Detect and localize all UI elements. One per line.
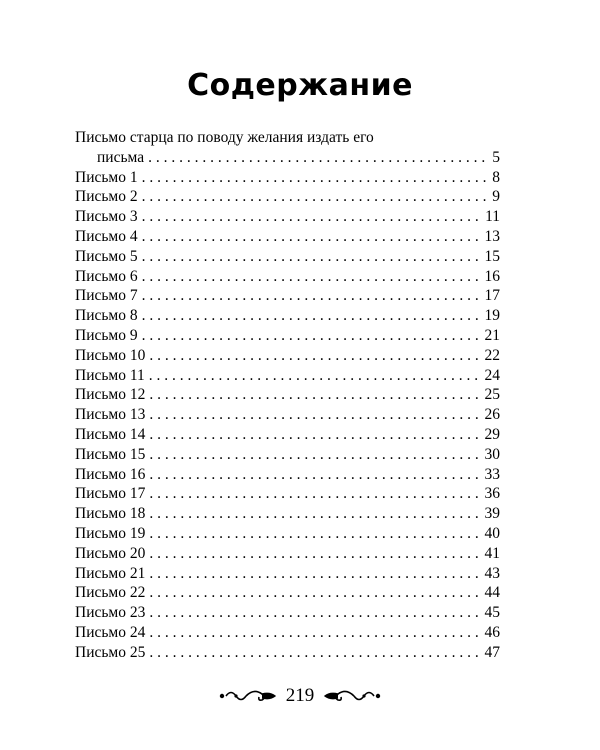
toc-entry[interactable] (75, 187, 500, 207)
toc-entry-label: Письмо 17 (75, 485, 146, 503)
dot-leader (142, 227, 482, 247)
dot-leader (149, 366, 482, 386)
dot-leader (142, 168, 490, 188)
dot-leader (142, 326, 482, 346)
toc-entry-page: 46 (484, 623, 500, 641)
toc-entry-page: 8 (492, 168, 500, 186)
toc-entry-page: 21 (484, 326, 500, 344)
page-footer (0, 685, 600, 707)
dot-leader (142, 207, 482, 227)
toc-entry-label: Письмо 19 (75, 524, 146, 542)
toc-entry-label: Письмо старца по поводу желания издать его (75, 129, 374, 146)
toc-entry-page: 29 (484, 425, 500, 443)
toc-entry-page: 16 (484, 267, 500, 285)
toc-entry-label: Письмо 12 (75, 386, 146, 404)
dot-leader (142, 187, 490, 207)
toc-entry[interactable] (75, 465, 500, 485)
toc-entry-page: 26 (484, 406, 500, 424)
toc-entry-label: Письмо 13 (75, 406, 146, 424)
toc-entry-page: 19 (484, 307, 500, 325)
dot-leader (149, 425, 481, 445)
toc-entry-label: Письмо 22 (75, 584, 146, 602)
toc-entry[interactable] (75, 346, 500, 366)
toc-entry-label: Письмо 8 (75, 307, 138, 325)
toc-entry[interactable] (75, 623, 500, 643)
toc-entry-label: Письмо 15 (75, 445, 146, 463)
toc-entry-page: 41 (484, 544, 500, 562)
toc-entry-page: 17 (484, 287, 500, 305)
dot-leader (149, 346, 481, 366)
toc-entry-label: Письмо 4 (75, 227, 138, 245)
toc-entry-page: 45 (484, 604, 500, 622)
toc-entry-label-continued: письма (97, 148, 145, 166)
toc-entry[interactable] (75, 366, 500, 386)
toc-entry[interactable] (75, 227, 500, 247)
toc-entry-label: Письмо 9 (75, 326, 138, 344)
dot-leader (149, 484, 481, 504)
toc-entry-label: Письмо 14 (75, 425, 146, 443)
left-flourish-ornament-icon (218, 685, 278, 707)
dot-leader (149, 564, 481, 584)
toc-entry-label: Письмо 10 (75, 346, 146, 364)
dot-leader (149, 465, 481, 485)
toc-entry-page: 36 (484, 485, 500, 503)
toc-entry-label: Письмо 5 (75, 247, 138, 265)
toc-entry-label: Письмо 23 (75, 604, 146, 622)
toc-entry-page: 47 (484, 643, 500, 661)
toc-entry-label: Письмо 11 (75, 366, 145, 384)
dot-leader (142, 306, 482, 326)
toc-entry-intro[interactable] (75, 128, 500, 168)
toc-entry-page: 39 (484, 505, 500, 523)
toc-entry-label: Письмо 25 (75, 643, 146, 661)
toc-entry-page: 15 (484, 247, 500, 265)
dot-leader (149, 385, 481, 405)
table-of-contents (75, 128, 500, 663)
dot-leader (142, 286, 482, 306)
toc-entry[interactable] (75, 603, 500, 623)
toc-entry[interactable] (75, 544, 500, 564)
toc-entry[interactable] (75, 405, 500, 425)
toc-entry[interactable] (75, 564, 500, 584)
toc-entry-label: Письмо 18 (75, 505, 146, 523)
toc-entry[interactable] (75, 524, 500, 544)
dot-leader (142, 267, 482, 287)
toc-entry-page: 11 (485, 208, 500, 226)
toc-entry[interactable] (75, 306, 500, 326)
dot-leader (149, 405, 481, 425)
toc-entry[interactable] (75, 425, 500, 445)
toc-entry[interactable] (75, 267, 500, 287)
toc-entry-page: 44 (484, 584, 500, 602)
toc-entry-page: 24 (484, 366, 500, 384)
right-flourish-ornament-icon (322, 685, 382, 707)
page-title: Содержание (187, 68, 413, 103)
toc-entry[interactable] (75, 643, 500, 663)
dot-leader (149, 524, 481, 544)
toc-entry-label: Письмо 24 (75, 623, 146, 641)
toc-entry[interactable] (75, 484, 500, 504)
toc-entry-label: Письмо 21 (75, 564, 146, 582)
dot-leader (149, 603, 481, 623)
toc-entry-label: Письмо 1 (75, 168, 138, 186)
toc-entry[interactable] (75, 583, 500, 603)
dot-leader (149, 544, 481, 564)
toc-entry-label: Письмо 6 (75, 267, 138, 285)
toc-entry[interactable] (75, 385, 500, 405)
toc-entry-page: 25 (484, 386, 500, 404)
toc-entry-page: 30 (484, 445, 500, 463)
dot-leader (149, 583, 481, 603)
dot-leader (149, 643, 481, 663)
toc-entry-page: 5 (492, 148, 500, 166)
toc-entry[interactable] (75, 207, 500, 227)
dot-leader (148, 148, 489, 168)
toc-entry[interactable] (75, 445, 500, 465)
toc-entry-page: 40 (484, 524, 500, 542)
page-number: 219 (285, 685, 315, 706)
dot-leader (149, 504, 481, 524)
dot-leader (142, 247, 482, 267)
toc-entry-page: 22 (484, 346, 500, 364)
dot-leader (149, 623, 481, 643)
toc-entry-page: 33 (484, 465, 500, 483)
toc-entry[interactable] (75, 326, 500, 346)
toc-entry-label: Письмо 3 (75, 208, 138, 226)
toc-entry-page: 43 (484, 564, 500, 582)
toc-entry[interactable] (75, 286, 500, 306)
toc-entry-label: Письмо 16 (75, 465, 146, 483)
toc-entry[interactable] (75, 247, 500, 267)
toc-entry-label: Письмо 20 (75, 544, 146, 562)
dot-leader (149, 445, 481, 465)
toc-entry-page: 13 (484, 227, 500, 245)
toc-entry[interactable] (75, 168, 500, 188)
toc-entry[interactable] (75, 504, 500, 524)
toc-entry-label: Письмо 7 (75, 287, 138, 305)
toc-entry-page: 9 (492, 188, 500, 206)
toc-entry-label: Письмо 2 (75, 188, 138, 206)
